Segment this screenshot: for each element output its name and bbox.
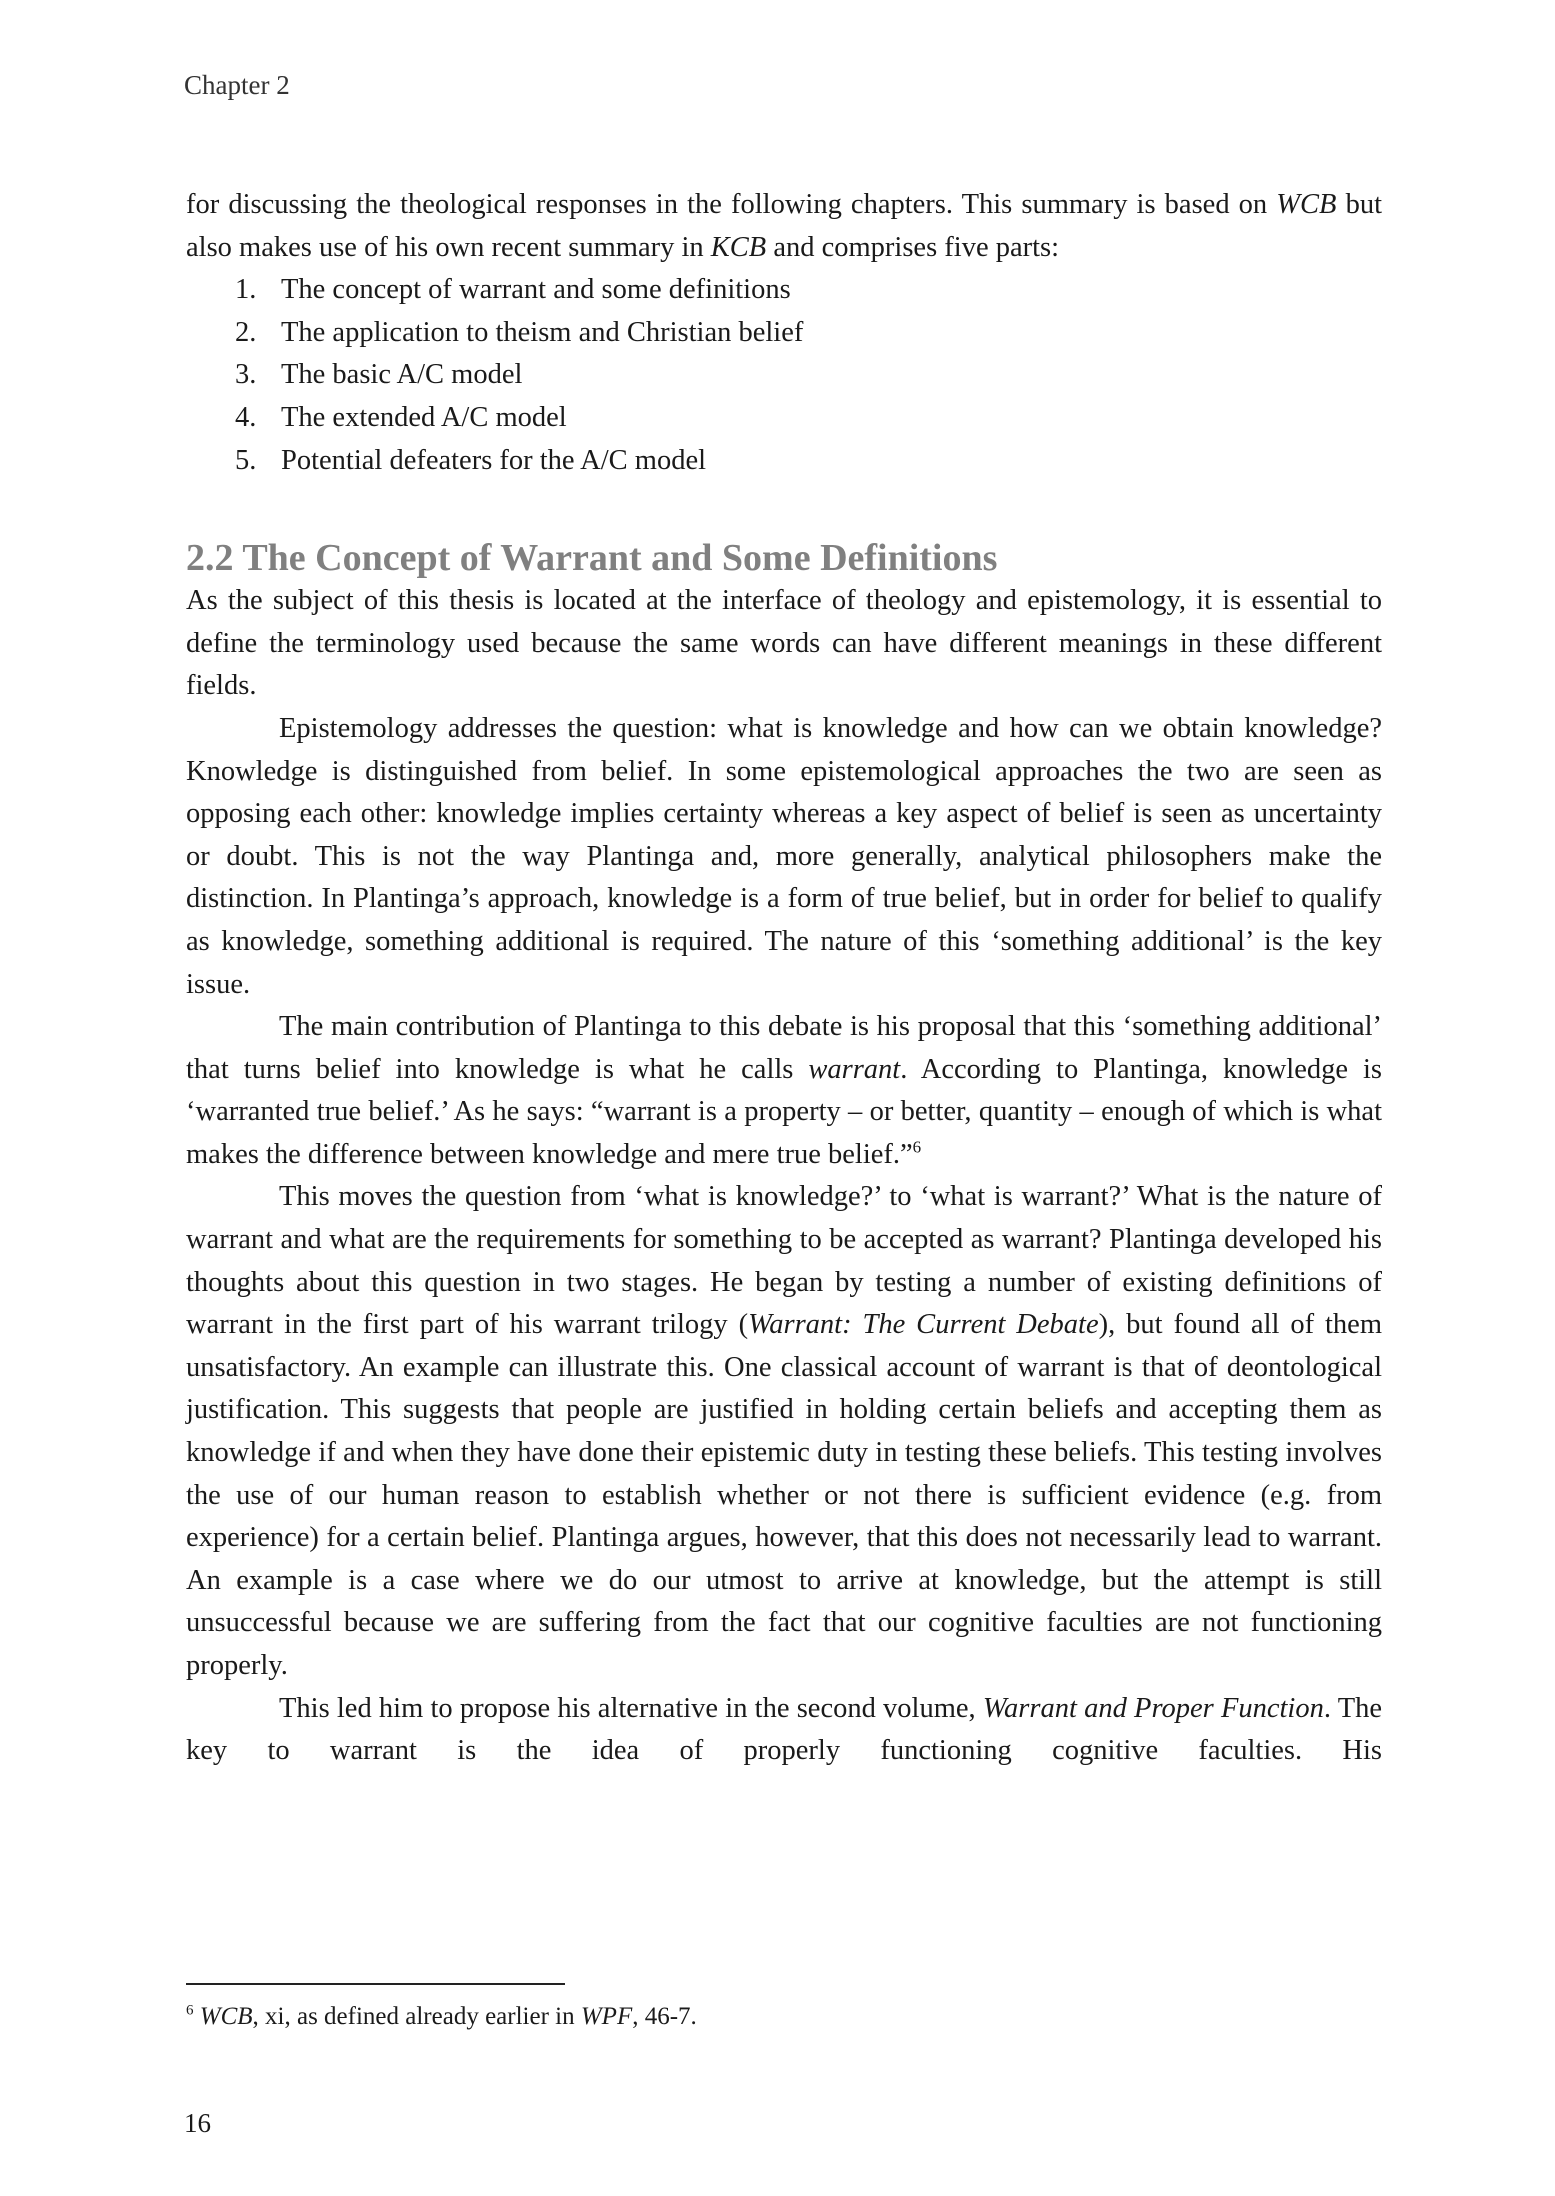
paragraph [186,1688,1382,1773]
intro-paragraph [186,184,1382,269]
footnote-ref[interactable]: 6 [912,1137,922,1157]
text: , 46-7. [632,2003,697,2030]
text: This led him to propose his alternative in the second volume, [279,1692,983,1724]
list-number: 1. [235,274,257,306]
list-label: The application to theism and Christian belief [281,316,804,348]
abbreviation: KCB [710,231,767,263]
text: . The key to warrant is the idea of properly functioning cognitive faculties. His [186,1692,1382,1767]
text: The main contribution of Plantinga to this debate is his proposal that this ‘something additional’ that turns belief into knowledge is what he calls [186,1011,1382,1085]
text: . According to Plantinga, knowledge is ‘warranted true belief.’ As he says: “warrant is a property – or better, quantity – enough of which is what makes the difference between knowledge and mere true belief.” [186,1053,1382,1170]
list-label: The extended A/C model [281,401,567,433]
section-heading: 2.2 The Concept of Warrant and Some Definitions [186,537,998,580]
text: for discussing the theological responses in the following chapters. This summary is based on [186,189,1277,220]
list-item [186,269,1382,312]
list-item [186,312,1382,355]
paragraph: As the subject of this thesis is located at the interface of theology and epistemology, it is essential to define the terminology used because the same words can have different meanings in these different fields. [186,585,1382,702]
running-head: Chapter 2 [184,70,290,100]
emphasis: warrant [808,1053,901,1085]
paragraph [186,1006,1382,1176]
list-number: 2. [235,316,257,348]
paragraph [186,1176,1382,1687]
parts-list [186,269,1382,482]
list-item [186,397,1382,440]
text: but also makes use of his own recent summary in [186,189,1382,263]
text: ), but found all of them unsatisfactory. An example can illustrate this. One classical account of warrant is that of deontological justification. This suggests that people are justified in holding certain beliefs and accepting them as knowledge if and when they have done their epistemic duty in testing these beliefs. This testing involves the use of our human reason to establish whether or not there is sufficient evidence (e.g. from experience) for a certain belief. Plantinga argues, however, that this does not necessarily lead to warrant. An example is a case where we do our utmost to arrive at knowledge, but the attempt is still unsuccessful because we are suffering from the fact that our cognitive faculties are not functioning properly. [186,1309,1382,1681]
footnote [186,2003,697,2031]
footnote-divider [186,1983,565,1985]
book-title: Warrant: The Current Debate [748,1309,1099,1341]
list-number: 5. [235,444,257,476]
abbreviation: WCB [1276,189,1337,220]
list-label: Potential defeaters for the A/C model [281,444,707,476]
footnote-number: 6 [186,2002,194,2019]
text: , xi, as defined already earlier in [252,2003,581,2030]
list-item [186,354,1382,397]
abbreviation: WPF [580,2003,633,2030]
list-item [186,440,1382,483]
text: This moves the question from ‘what is knowledge?’ to ‘what is warrant?’ What is the nature of warrant and what are the requirements for something to be accepted as warrant? Plantinga developed his thoughts about this question in two stages. He began by testing a number of existing definitions of warrant in the first part of his warrant trilogy ( [186,1181,1382,1341]
book-title: Warrant and Proper Function [982,1692,1324,1724]
page-body [186,184,1382,1773]
list-number: 4. [235,401,257,433]
paragraph: Epistemology addresses the question: what is knowledge and how can we obtain knowledge? Knowledge is distinguished from belief. In some epistemological approaches the two are seen as opposing each other: knowledge implies certainty whereas a key aspect of belief is seen as uncertainty or doubt. This is not the way Plantinga and, more generally, analytical philosophers make the distinction. In Plantinga’s approach, knowledge is a form of true belief, but in order for belief to qualify as knowledge, something additional is required. The nature of this ‘something additional’ is the key issue. [186,712,1382,1000]
list-number: 3. [235,359,257,391]
list-label: The concept of warrant and some definitions [281,274,791,306]
abbreviation: WCB [199,2003,253,2030]
text: and comprises five parts: [766,231,1060,263]
list-label: The basic A/C model [281,359,523,391]
page-number: 16 [184,2108,211,2138]
